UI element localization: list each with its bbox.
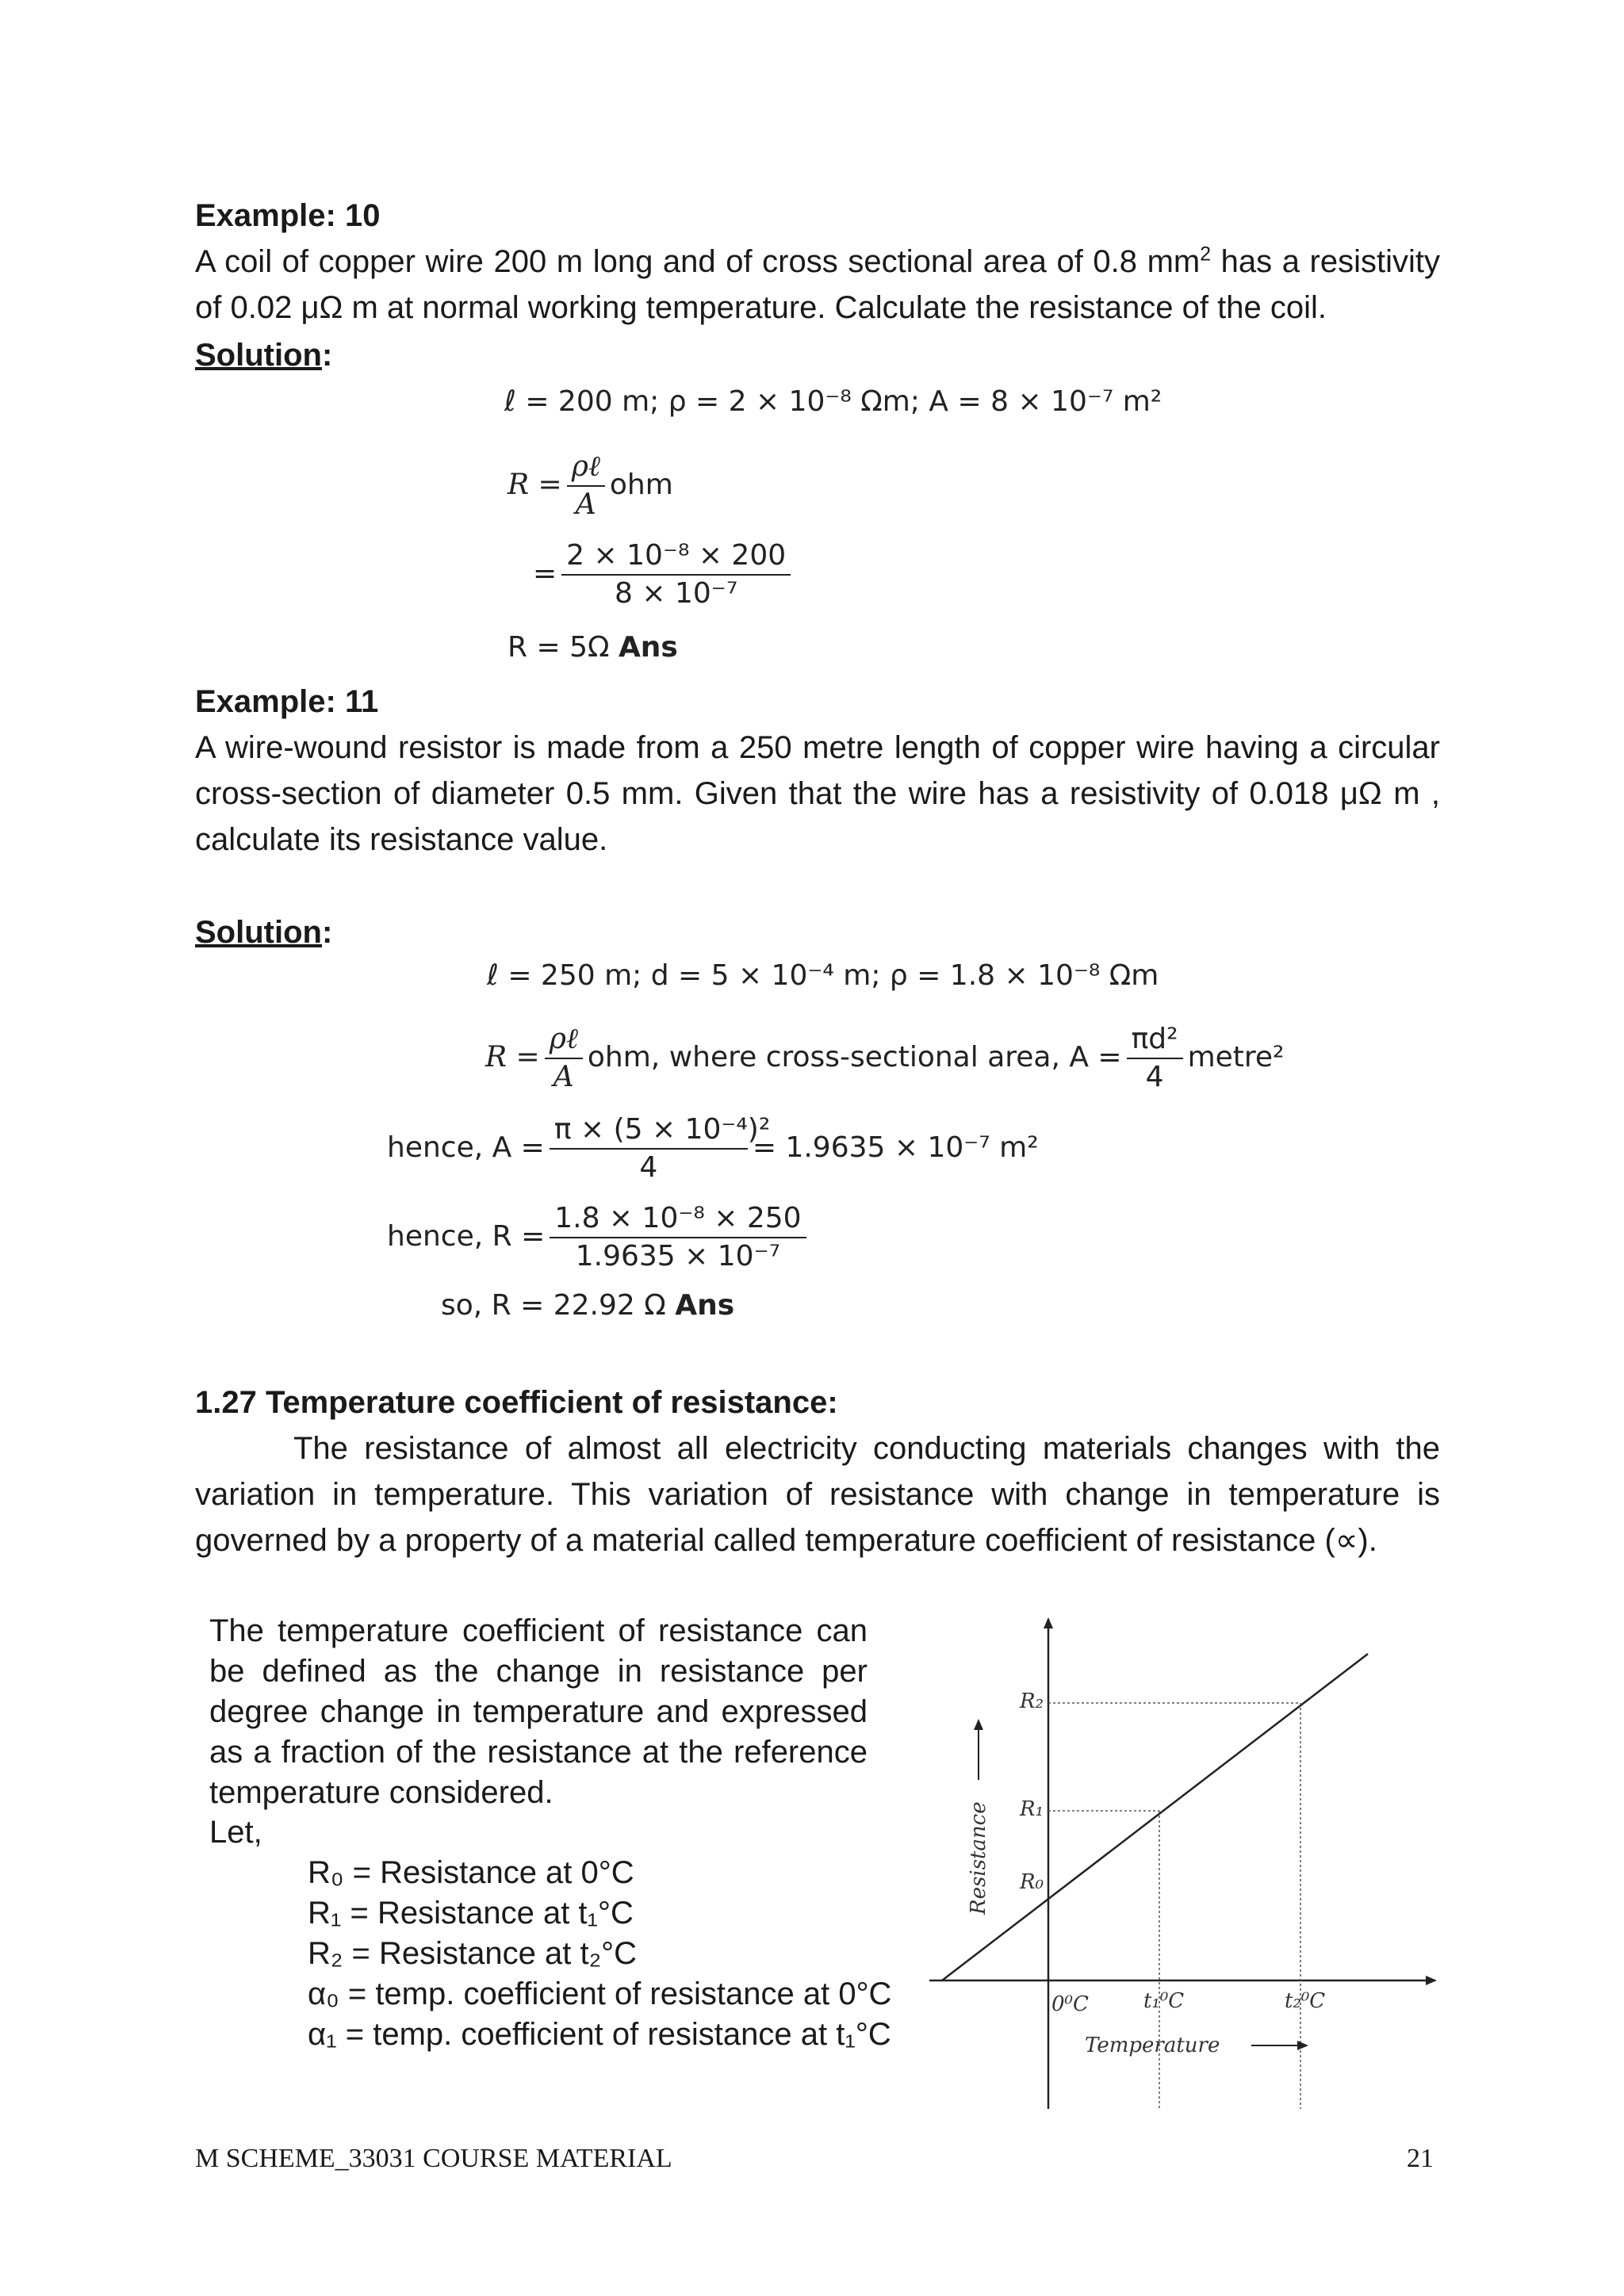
resistance-temperature-graph — [912, 1601, 1451, 2125]
example-10-solution-label: Solution: — [195, 338, 333, 373]
example-10-substitution: = $\frac{\text{2 × 10⁻⁸ × 200}}{\text{8 × 10⁻⁷}}$ — [533, 538, 795, 612]
example-10-answer: R = 5Ω Ans — [508, 631, 678, 664]
label-r0: R₀ — [1020, 1870, 1044, 1894]
example-11-heading: Example: 11 — [195, 684, 379, 719]
page-number: 21 — [1407, 2144, 1434, 2173]
example-11-answer: so, R = 22.92 Ω Ans — [441, 1289, 735, 1322]
example-11-solution-label: Solution: — [195, 915, 333, 950]
let-text: Let, — [209, 1815, 262, 1850]
example-11-problem: A wire-wound resistor is made from a 250 metre length of copper wire having a circular cross-section of diameter 0.5 mm. Given that the wire has a resistivity of 0.018 μΩ m , calculate its resistance value. — [195, 730, 1440, 857]
example-11-formula: R = $\frac{\text{ρℓ}}{A}$ ohm, where cross-sectional area, A = $\frac{\text{πd²}}{4}$ metre² — [485, 1023, 1285, 1093]
symbol-r2: R₂ = Resistance at t₂°C — [308, 1936, 637, 1971]
section-heading: 1.27 Temperature coefficient of resistance: — [195, 1385, 838, 1420]
symbol-list — [308, 1853, 891, 2055]
symbol-alpha0: α₀ = temp. coefficient of resistance at 0°C — [308, 1976, 892, 2011]
example-10-formula: R = $\frac{\text{ρℓ}}{A}$ ohm — [508, 450, 673, 521]
label-r1: R₁ — [1020, 1797, 1044, 1821]
label-t0: 0⁰C — [1051, 1992, 1089, 2016]
label-r2: R₂ — [1020, 1689, 1044, 1713]
symbol-r0: R₀ = Resistance at 0°C — [308, 1855, 634, 1890]
symbol-alpha1: α₁ = temp. coefficient of resistance at t₁°C — [308, 2017, 891, 2052]
example-11-r-calc: hence, R = $\frac{\text{1.8 × 10⁻⁸ × 250}}{\text{1.9635 × 10⁻⁷}}$ — [387, 1200, 811, 1275]
footer-course: M SCHEME_33031 COURSE MATERIAL — [195, 2144, 672, 2173]
symbol-r1: R₁ = Resistance at t₁°C — [308, 1896, 634, 1931]
example-10-problem: A coil of copper wire 200 m long and of cross sectional area of 0.8 $mm^2$ has a resistivity of 0.02 μΩ m at normal working temperature. Calculate the resistance of the coil. — [195, 243, 1441, 325]
section-paragraph: The resistance of almost all electricity conducting materials changes with the variation in temperature. This variation of resistance with change in temperature is governed by a property of a material called temperature coefficient of resistance (∝). — [195, 1431, 1440, 1558]
label-t1: t₁⁰C — [1143, 1989, 1185, 2013]
y-axis-title: Resistance — [967, 1801, 990, 1915]
example-10-given: ℓ = 200 m; ρ = 2 × 10⁻⁸ Ωm; A = 8 × 10⁻⁷ m² — [504, 385, 1162, 418]
x-axis-title: Temperature — [1085, 2034, 1220, 2057]
example-10-heading: Example: 10 — [195, 198, 381, 233]
example-11-given: ℓ = 250 m; d = 5 × 10⁻⁴ m; ρ = 1.8 × 10⁻⁸ Ωm — [487, 959, 1159, 992]
label-t2: t₂⁰C — [1285, 1989, 1326, 2013]
definition-text: The temperature coefficient of resistance can be defined as the change in resistance per degree change in temperature and expressed as a fraction of the resistance at the reference temperature considered. — [209, 1613, 868, 1810]
example-11-area-calc: hence, A = $\frac{\text{π × (5 × 10⁻⁴)²}}{4}$ = 1.9635 × 10⁻⁷ m² — [387, 1113, 1039, 1184]
